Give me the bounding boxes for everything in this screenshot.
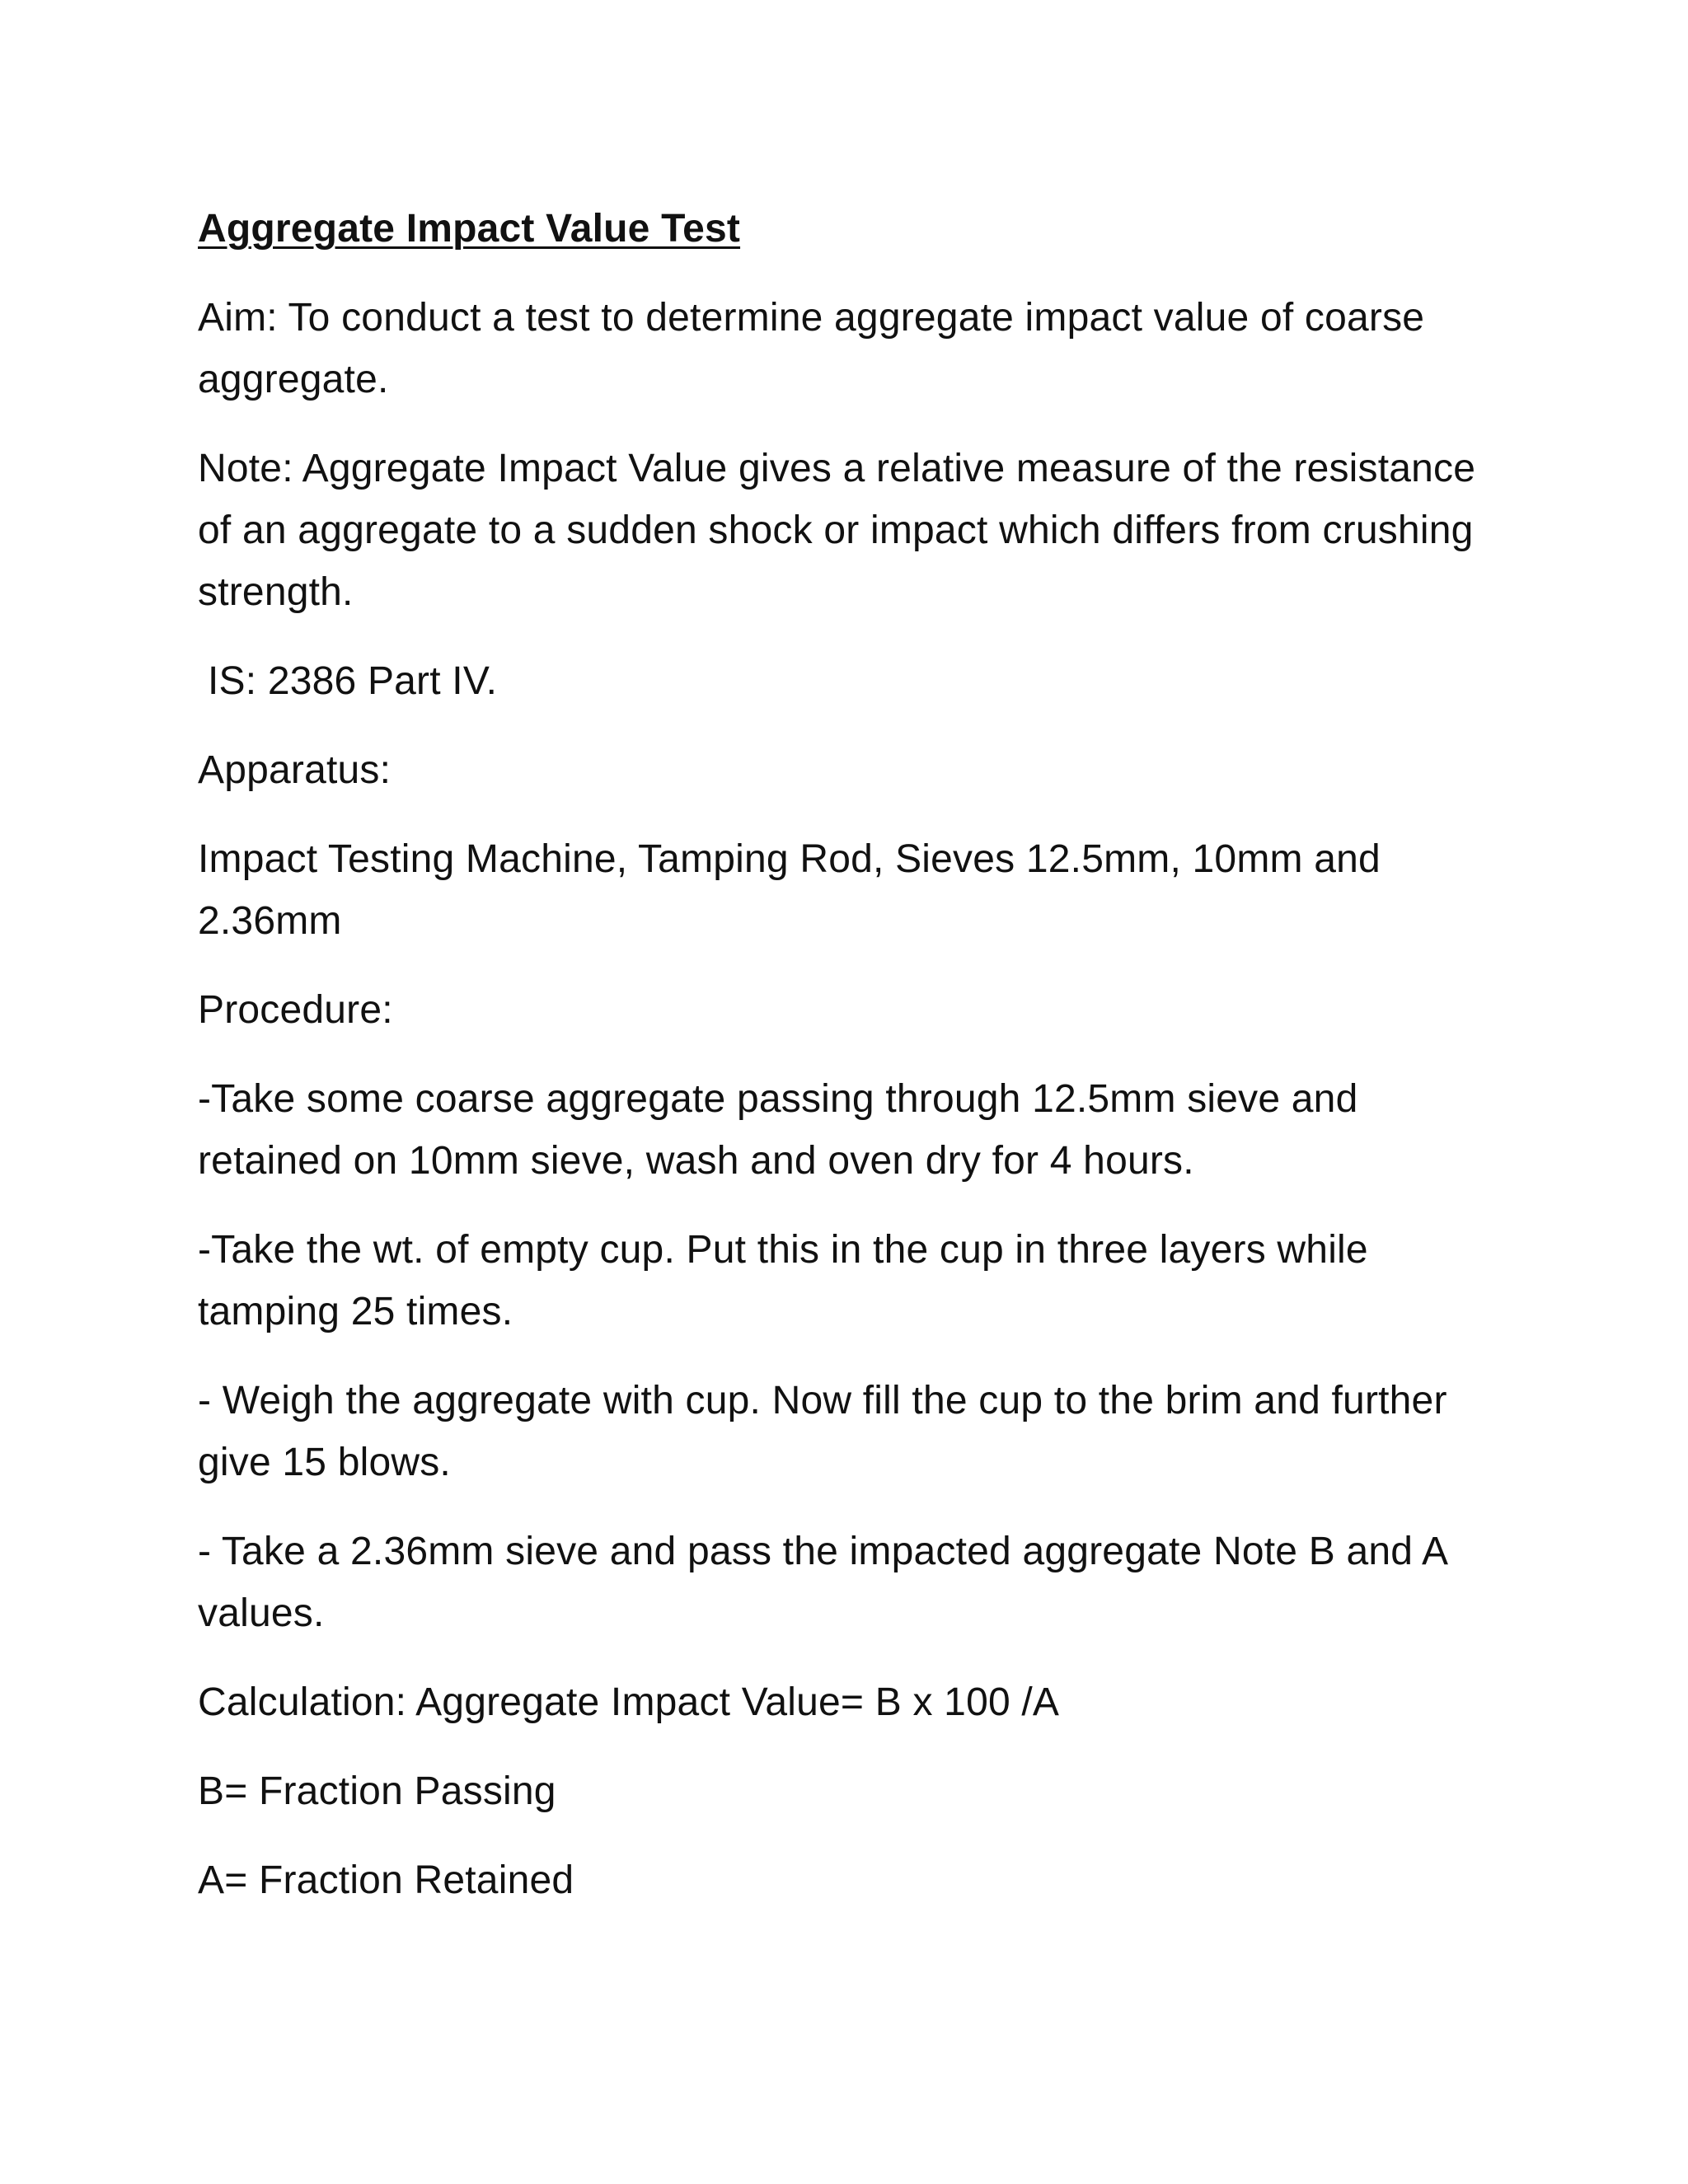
apparatus-heading: Apparatus: bbox=[198, 748, 392, 792]
note-paragraph: Note: Aggregate Impact Value gives a relative measure of the resistance of an aggregate to a sudden shock or impact which differs from crushing strength. bbox=[198, 447, 1487, 614]
procedure-step-4: - Take a 2.36mm sieve and pass the impacted aggregate Note B and A values. bbox=[198, 1530, 1458, 1635]
aim-paragraph: Aim: To conduct a test to determine aggregate impact value of coarse aggregate. bbox=[198, 296, 1436, 401]
procedure-step-1: -Take some coarse aggregate passing through 12.5mm sieve and retained on 10mm sieve, wash and oven dry for 4 hours. bbox=[198, 1077, 1370, 1183]
standard-reference: IS: 2386 Part IV. bbox=[208, 659, 498, 703]
apparatus-list: Impact Testing Machine, Tamping Rod, Sieves 12.5mm, 10mm and 2.36mm bbox=[198, 837, 1392, 943]
document-body bbox=[198, 198, 1500, 1938]
definition-b: B= Fraction Passing bbox=[198, 1769, 556, 1813]
document-title: Aggregate Impact Value Test bbox=[198, 207, 741, 251]
definition-a: A= Fraction Retained bbox=[198, 1858, 574, 1902]
procedure-heading: Procedure: bbox=[198, 988, 393, 1032]
procedure-step-3: - Weigh the aggregate with cup. Now fill the cup to the brim and further give 15 blows. bbox=[198, 1379, 1459, 1484]
calculation-formula: Calculation: Aggregate Impact Value= B x 100 /A bbox=[198, 1680, 1060, 1724]
procedure-step-2: -Take the wt. of empty cup. Put this in the cup in three layers while tamping 25 times. bbox=[198, 1228, 1380, 1333]
